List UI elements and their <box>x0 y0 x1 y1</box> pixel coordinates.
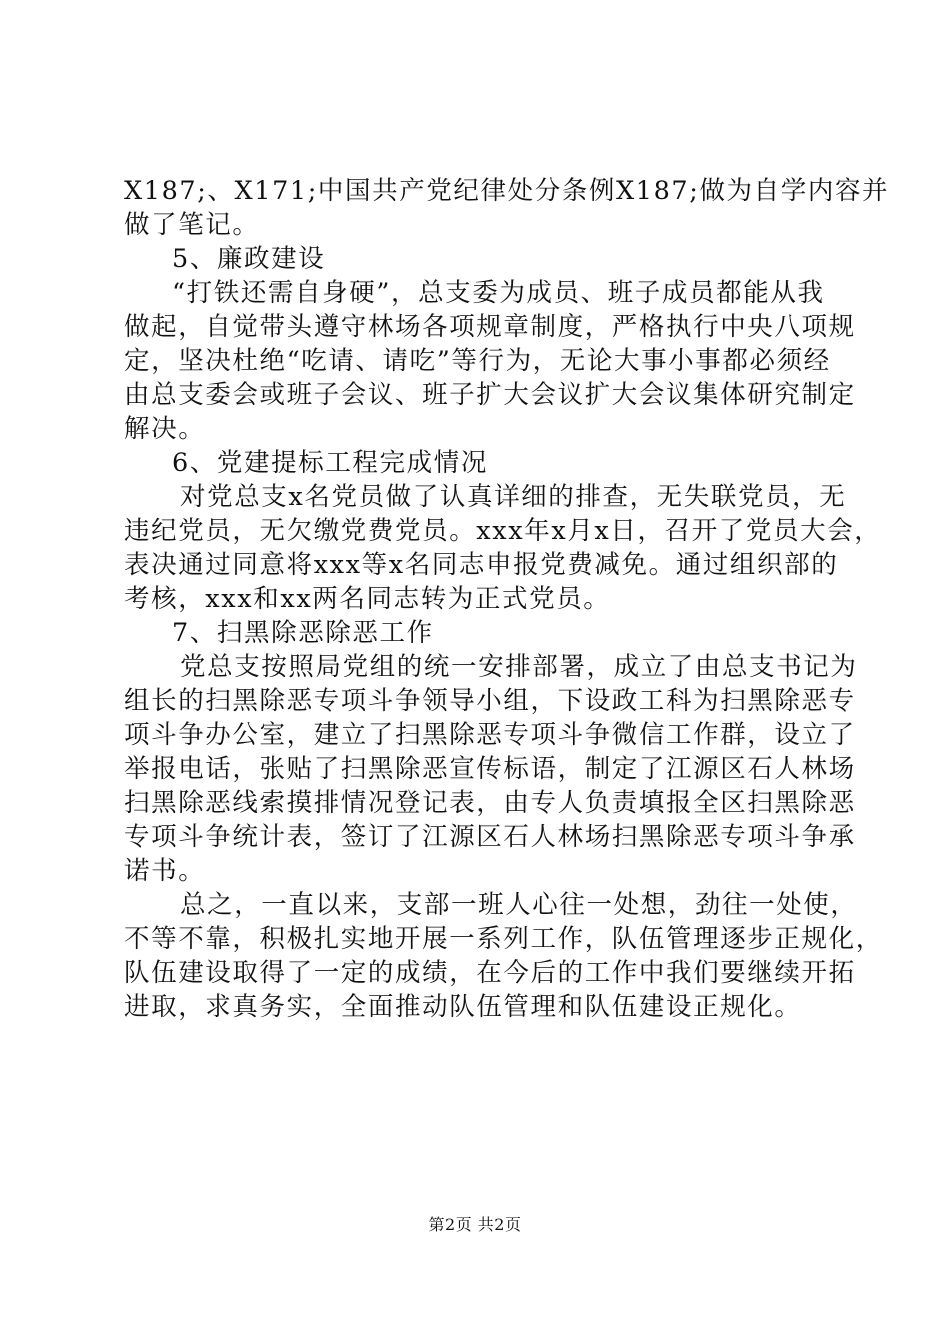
text-line: 考核，xxx和xx两名同志转为正式党员。 <box>124 584 611 614</box>
text-line: 做起，自觉带头遵守林场各项规章制度，严格执行中央八项规 <box>124 312 856 342</box>
text-line: 专项斗争统计表，签订了江源区石人林场扫黑除恶专项斗争承 <box>124 822 856 852</box>
text-line: 违纪党员，无欠缴党费党员。xxx年x月x日，召开了党员大会， <box>124 516 882 546</box>
section-heading-6: 6、党建提标工程完成情况 <box>172 448 488 478</box>
text-line: 队伍建设取得了一定的成绩，在今后的工作中我们要继续开拓 <box>124 958 856 988</box>
section-heading-7: 7、扫黑除恶除恶工作 <box>172 618 434 648</box>
text-line: 定，坚决杜绝“吃请、请吃”等行为，无论大事小事都必须经 <box>124 346 831 376</box>
text-line: 举报电话，张贴了扫黑除恶宣传标语，制定了江源区石人林场 <box>124 754 856 784</box>
text-line: X187;、X171;中国共产党纪律处分条例X187;做为自学内容并 <box>124 176 890 206</box>
text-line: 进取，求真务实，全面推动队伍管理和队伍建设正规化。 <box>124 992 802 1022</box>
section-heading-5: 5、廉政建设 <box>172 244 326 274</box>
text-line: 表决通过同意将xxx等x名同志申报党费减免。通过组织部的 <box>124 550 839 580</box>
page-number-footer: 第2页 共2页 <box>428 1215 522 1234</box>
text-line: 党总支按照局党组的统一安排部署，成立了由总支书记为 <box>180 652 858 682</box>
text-line: 不等不靠，积极扎实地开展一系列工作，队伍管理逐步正规化， <box>124 924 883 954</box>
text-line: 总之，一直以来，支部一班人心往一处想，劲往一处使， <box>180 890 858 920</box>
text-line: 解决。 <box>124 414 206 444</box>
text-line: 项斗争办公室，建立了扫黑除恶专项斗争微信工作群，设立了 <box>124 720 856 750</box>
text-line: 由总支委会或班子会议、班子扩大会议扩大会议集体研究制定 <box>124 380 856 410</box>
text-line: 做了笔记。 <box>124 210 260 240</box>
text-line: 对党总支x名党员做了认真详细的排查，无失联党员，无 <box>180 482 847 512</box>
text-line: 诺书。 <box>124 856 206 886</box>
text-line: 组长的扫黑除恶专项斗争领导小组，下设政工科为扫黑除恶专 <box>124 686 856 716</box>
text-line: 扫黑除恶线索摸排情况登记表，由专人负责填报全区扫黑除恶 <box>124 788 856 818</box>
text-line: “打铁还需自身硬”，总支委为成员、班子成员都能从我 <box>172 278 825 308</box>
document-body <box>124 174 890 1024</box>
